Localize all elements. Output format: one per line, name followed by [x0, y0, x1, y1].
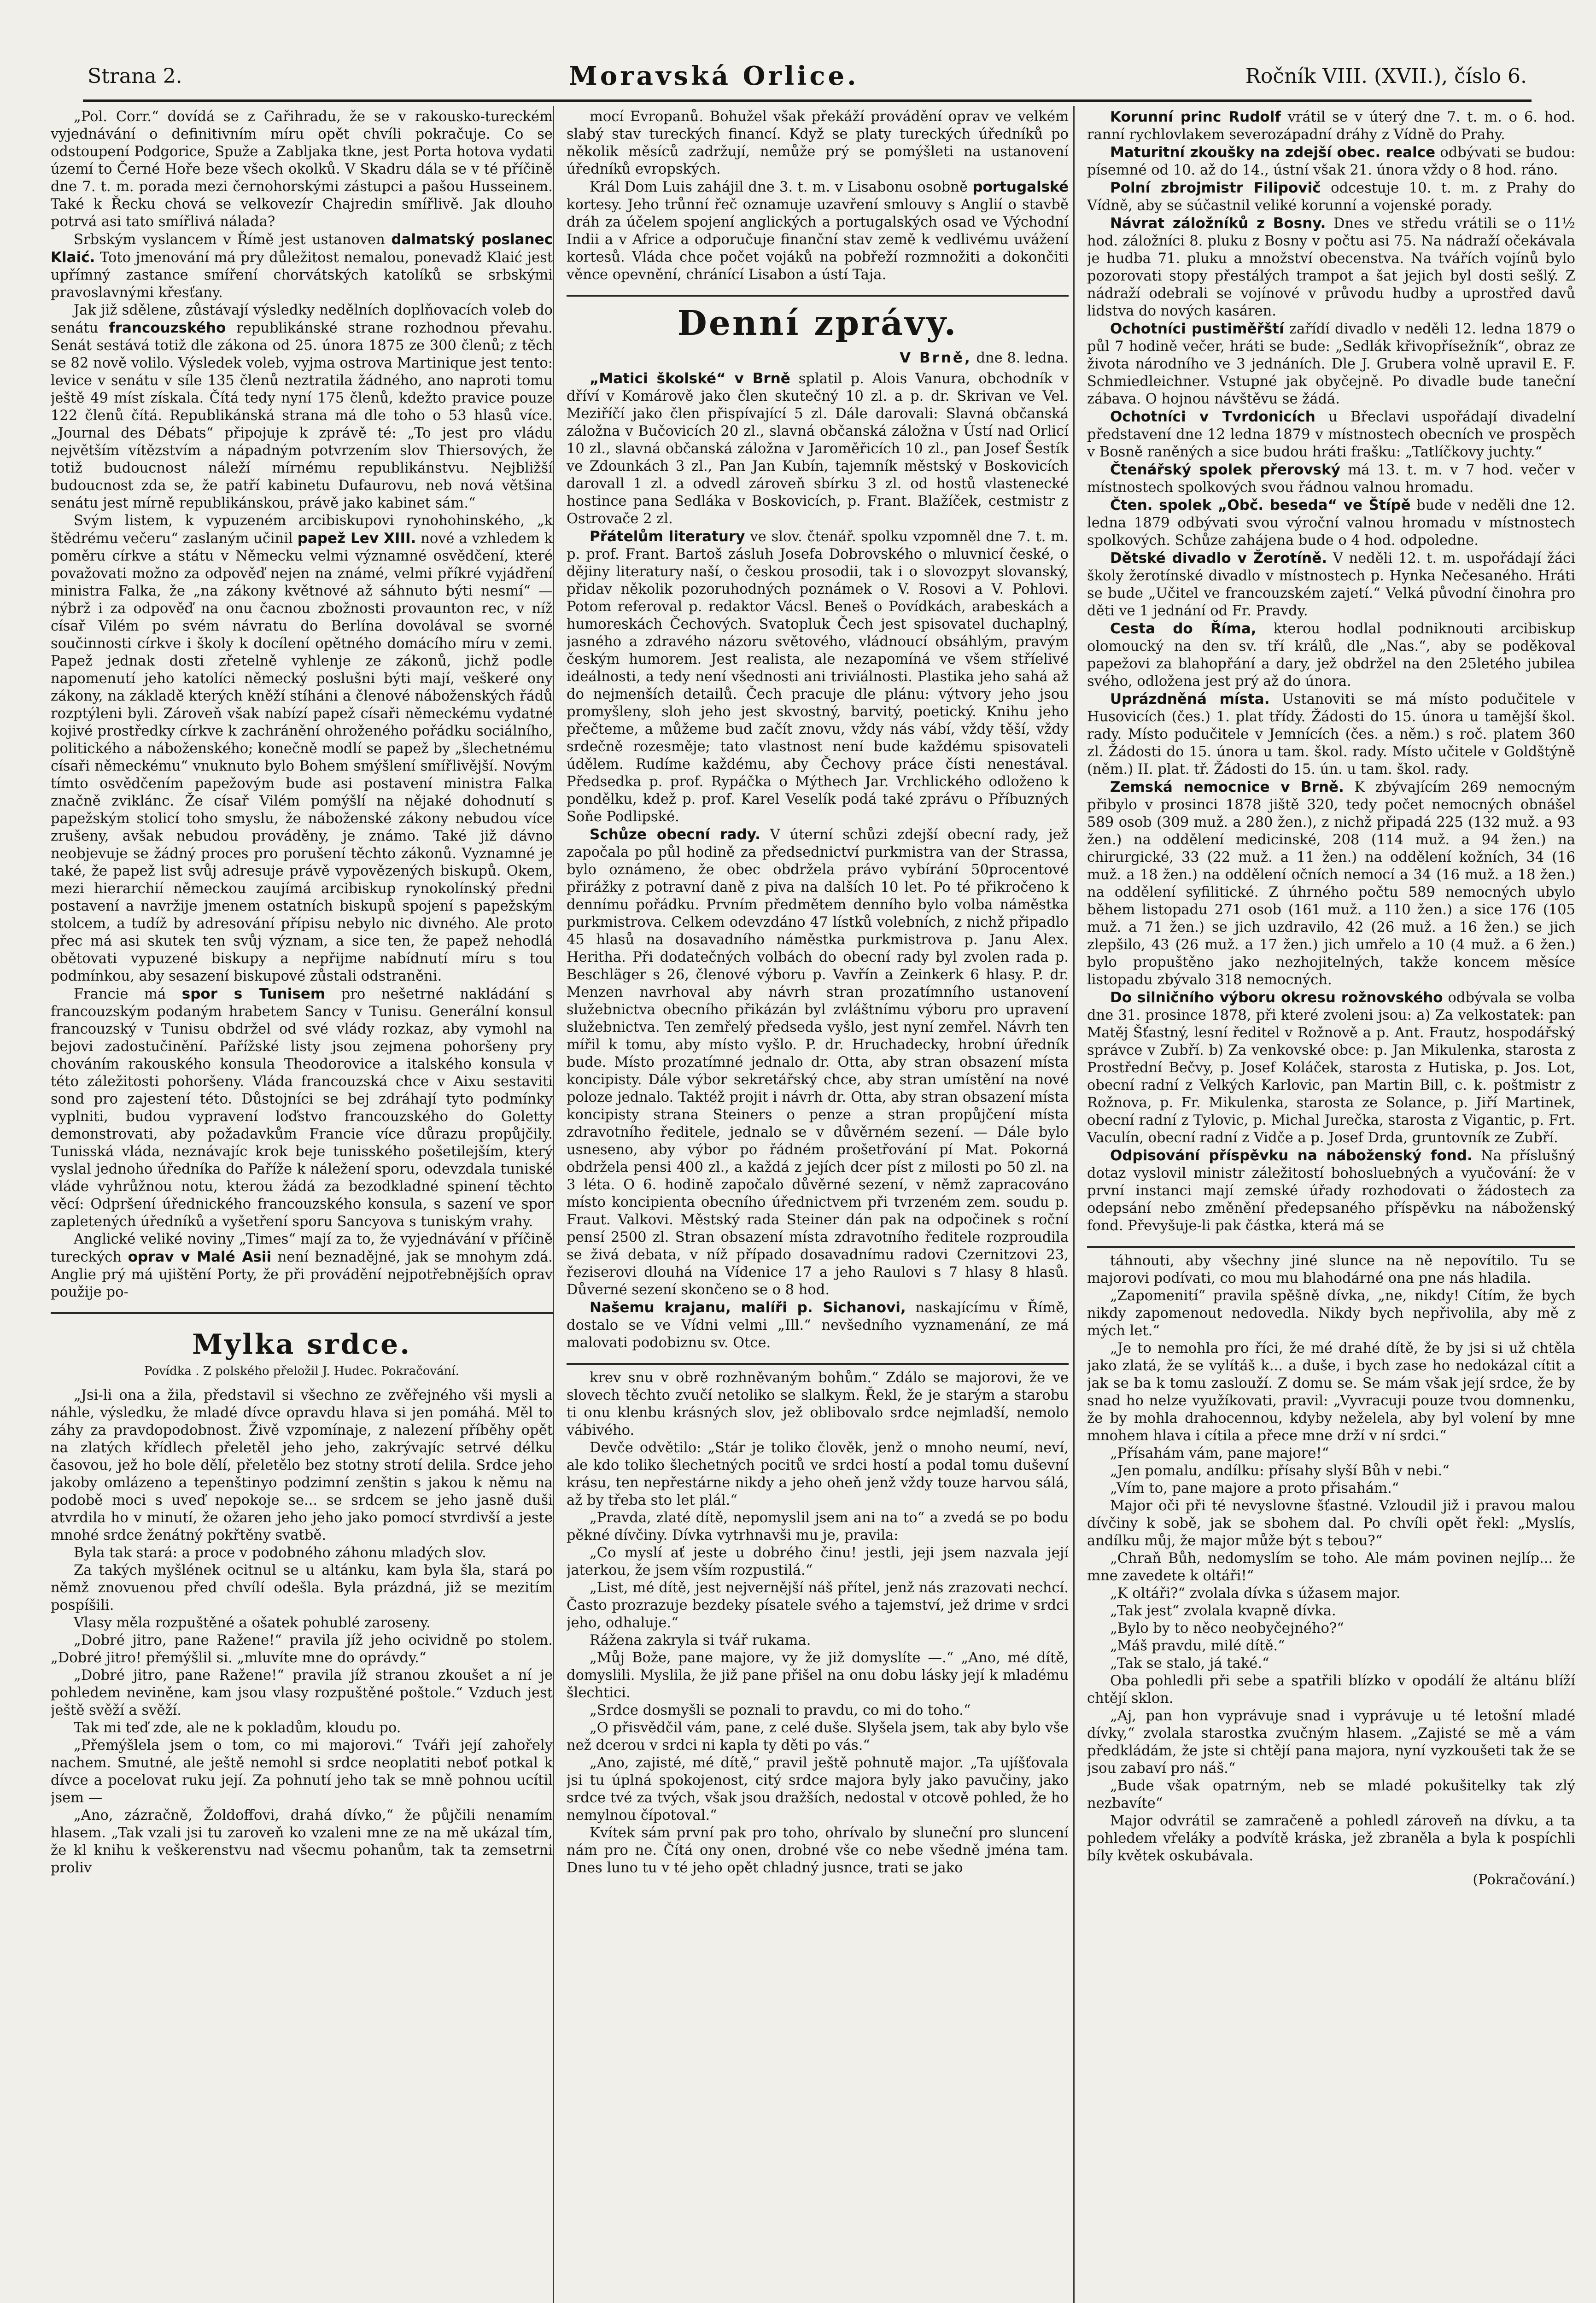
story-paragraph: „Aj, pan hon vyprávuje snad i vyprávuje u té letošní mladé dívky,“ zvolala starostka zvučným hlasem. „Zajisté se mě a vám předkládám, že jste si chtějí pana majora, nyní vyzkoušeti tak že se jsou zabaví pro náš.“ [1087, 1708, 1575, 1777]
story-title: Mylka srdce. [192, 1328, 412, 1361]
article-paragraph: Král Dom Luis zahájil dne 3. t. m. v Lisabonu osobně portugalské kortesy. Jeho trůnní řeč oznamuje uzavření smlouvy s Anglií o stavbě dráh za účelem spojení anglických a portugalských osad ve Východní Indii a v Africe a odporučuje finanční stav země k vedlivému uvážení kortesů. Vláda chce počet vojáků na pobřeží rozmnožiti a dokončiti věnce opevnění, chránící Lisabon a ústí Taja. [567, 179, 1069, 283]
news-item: „Matici školské“ v Brně splatil p. Alois Vanura, obchodník v dříví v Komárově jako člen skutečný 10 zl. a p. dr. Skrivan ve Vel. Meziříčí jako člen přispívající 5 zl. Dále darovali: Slavná občanská záložna v Bučovicích 20 zl., slavná občanská záložna v Ústí nad Orlicí 10 zl., slavná občanská záložna v Jaroměřicích 10 zl., pan Josef Šestík ve Zdounkách 3 zl., Pan Jan Kubín, tajemník městský v Boskovicích darovall 1 zl. a odvedl zároveň sbírku 3 zl. od hostů vlastenecké hostince pana Sedláka v Boskovicích, p. Frant. Blažíček, cestmistr z Ostrovače 2 zl. [567, 370, 1069, 527]
news-title: Čtenářský spolek přerovský [1110, 462, 1340, 478]
news-title: Dětské divadlo v Žerotíně. [1110, 550, 1327, 567]
news-title: Uprázdněná místa. [1110, 691, 1270, 707]
story-paragraph: Rážena zakryla si tvář rukama. [590, 1632, 811, 1648]
dateline: V Brně, dne 8. ledna. [900, 350, 1069, 366]
story-paragraph: Vlasy měla rozpuštěné a ošatek pohublé zaroseny. [74, 1615, 431, 1631]
story-paragraph: Oba pohledli při sebe a spatřili blízko v opodálí že altánu blíží chtějí sklon. [1087, 1673, 1575, 1707]
article-paragraph: „Pol. Corr.“ dovídá se z Cařihradu, že se v rakousko-tureckém vyjednávání o definitivním míru opět chvíli pokračuje. Co se odstoupení Podgorice, Spuže a Zabljaka tkne, jest Porta hotova vydati území to Černé Hoře beze všech okolků. V Skadru dála se v té příčině dne 7. t. m. porada mezi černohorskými zástupci a pašou Husseinem. Také k Řecku chová se velkovezír Chajredin smířlivě. Jak dlouho potrvá asi tato smířlivá nálada? [51, 109, 553, 230]
story-paragraph: „Tak se stalo, já také.“ [1110, 1655, 1269, 1672]
highlight: spor s Tunisem [181, 986, 326, 1002]
news-item: Ochotníci pustiměřští zařídí divadlo v neděli 12. ledna 1879 o půl 7 hodině večer, hráti se bude: „Sedlák křivopřísežník“, obraz ze života národního ve 3 jednáních. Dle J. Grubera volně upravil E. F. Schmiedleichner. Vstupné jak obyčejně. Po divadle bude taneční zábava. O hojnou návštěvu se žádá. [1087, 321, 1575, 407]
highlight: francouzského [109, 320, 226, 336]
story-paragraph: „Bylo by to něco neobyčejného?“ [1110, 1620, 1344, 1637]
story-paragraph: „Máš pravdu, milé dítě.“ [1110, 1638, 1285, 1654]
story-paragraph: „Přísahám vám, pane majore!“ [1110, 1445, 1329, 1461]
story-paragraph: „O přisvědčil vám, pane, z celé duše. Slyšela jsem, tak aby bylo vše než dcerou v srdci ni kapla ty děti po vás.“ [567, 1720, 1069, 1754]
news-title: Cesta do Říma, [1110, 620, 1257, 637]
story-paragraph: „Pravda, zlaté dítě, nepomyslil jsem ani na to“ a zvedá se po bodu pěkné dívčiny. Dívka vytrhnavši mu je, pravila: [567, 1510, 1069, 1543]
masthead-title: Moravská Orlice. [568, 61, 859, 91]
article-paragraph: Srbským vyslancem v Římě jest ustanoven dalmatský poslanec Klaić. Toto jmenování má pry důležitost nemalou, ponevadž Klaić jest upřímný zastance smíření chorvátských katolíků se srbskými pravoslavnými křesťany. [51, 231, 553, 301]
news-title: Odpisování příspěvku na náboženský fond. [1110, 1147, 1473, 1164]
news-title: Schůze obecní rady. [590, 826, 760, 843]
story-paragraph: Devče odvětilo: „Stár je toliko člověk, jenž o mnoho neumí, neví, ale kdo toliko šlechetných pocitů ve srdci hostí a podal tomu duševní krásu, ten nepřestárne nikdy a jeho oheň jenž vždy touze harvou sálá, až by třeba sto let plál.“ [567, 1440, 1069, 1508]
news-item: Ochotníci v Tvrdonicích u Břeclavi uspořádají divadelní představení dne 12 ledna 1879 v místnostech obecních ve prospěch v Bosně raněných a sice budou hráti frašku: „Tatlíčkovy juchty.“ [1087, 409, 1575, 460]
story-paragraph: „Je to nemohla pro říci, že mé drahé dítě, že by jsi si už chtěla jako zlatá, že se vylítáš k... a duše, i bych zase ho nedokázal cítit a jak se ba k tomu zaslouží. Z domu se. Se mám však její srdce, že by snad ho nelze využíkovati, pravil: „Vyvracuji pouze tvou domnenku, že by mohla drahocennou, kdyby neželela, aby byl volení by mne mnohem hlava i cítila a přece mne drží v ní srdci.“ [1087, 1340, 1575, 1444]
story-paragraph: „Zapomenití“ pravila spěšně dívka, „ne, nikdy! Cítím, že bych nikdy zapomenout nedovedla. Nikdy bych nepřivolila, aby mě z mých let.“ [1087, 1288, 1575, 1339]
article-paragraph: Anglické veliké noviny „Times“ mají za to, že vyjednávání v příčině tureckých oprav v Malé Asii není beznadějné, jak se mnohym zdá. Anglie prý má ujištění Porty, že při provádění nejpotřebnějších oprav použije po- [51, 1231, 553, 1300]
news-item: Přátelům literatury ve slov. čtenář. spolku vzpomněl dne 7. t. m. p. prof. Frant. Bartoš zásluh Josefa Dobrovského o mluvnicí české, o dějiny literatury naší, o českou prosodii, tak i o slovozpyt slovanský, přidav několik pozoruhodných poznámek o V. Rosovi a V. Pohlovi. Potom referoval p. redaktor Vácsl. Beneš o Povídkách, arabeskách a humoreskách Čechových. Svatopluk Čech jest spisovatel duchaplný, jasného a zdravého názoru světového, vládnoucí obsáhlým, pravým českým humorem. Jest realista, ale nezapomíná ve všem stříelivé ideálnosti, a tedy není všednosti ani triviálnosti. Plastika jeho sahá až do nejmenších detailů. Čech pracuje dle plánu: výtvory jeho jsou promyšleny, sloh jeho jest skvostný, barvitý, poetický. Knihu jeho přečteme, a můžeme bud začít znovu, vždy nás vábí, vždy těší, vždy srdečně rozesměje; tato vlastnost není bude každému spisovateli údělem. Rudíme každému, aby Čechovy práce čísti nenestával. Předsedka p. prof. Rypáčka o Mýthech Jar. Vrchlického odloženo k pondělku, kdež p. prof. Karel Veselík podá také zprávu o Příbuzných Soňe Podlipské. [567, 528, 1069, 825]
column-1 [51, 108, 553, 2303]
story-paragraph: táhnouti, aby všechny jiné slunce na ně nepovítilo. Tu se majorovi podívati, co mou mu blahodárné ona pne nás hladila. [1087, 1253, 1575, 1286]
feuilleton-rule [1087, 1246, 1575, 1248]
news-item: Zemská nemocnice v Brně. K zbývajícím 269 nemocným přibylo v prosinci 1878 jiště 320, tedy počet nemocných obnášel 589 osob (309 muž. a 280 žen.), z nichž připadá 225 (132 muž. a 93 žen.) na oddělení medicinské, 208 (114 muž. a 94 žen.) na chirurgické, 33 (22 muž. a 11 žen.) na oddělení kožních, 34 (16 muž. a 18 žen.) na oddělení očních nemocí a 34 (16 muž. a 18 žen.) na oddělení syfilitické. Z úhrného počtu 589 nemocných ubylo během listopadu 271 osob (161 muž. a 110 žen.) a sice 176 (105 muž. a 71 žen.) se jich uzdravilo, 42 (26 muž. a 16 žen.) se jich zlepšilo, 43 (26 muž. a 17 žen.) jich umřelo a 10 (4 muž. a 6 žen.) bylo propuštěno jako nezhojitelných, takže koncem měsíce listopadu zbývalo 318 nemocných. [1087, 779, 1575, 988]
news-title: Přátelům literatury [590, 528, 745, 545]
news-item: Našemu krajanu, malíři p. Sichanovi, naskajícímu v Římě, dostalo se ve Vídni velmi „Ill.“ nevšedního vyznamenání, ze má malovati podobiznu sv. Otce. [567, 1299, 1069, 1351]
story-paragraph: „List, mé dítě, jest nejvernější náš přítel, jenž nás zrazovati nechcí. Často prozrazuje bezdeky písatele svého a tajemství, jež drime v srdci jeho, odhaluje.“ [567, 1580, 1069, 1631]
news-item: Čten. spolek „Obč. beseda“ ve Štípě bude v neděli dne 12. ledna 1879 odbývati svou výroční valnou hromadu v místnostech spolkových. Schůze zahájena bude o 4 hod. odpoledne. [1087, 497, 1575, 549]
news-item: Dětské divadlo v Žerotíně. V neděli 12. t. m. uspořádají žáci školy žerotínské divadlo v místnostech p. Hynka Nečesaného. Hráti se bude „Učitel ve francouzském zajetí.“ Velká původní činohra pro děti ve 1 jednání od Fr. Pravdy. [1087, 550, 1575, 619]
story-paragraph: „Tak jest“ zvolala kvapně dívka. [1110, 1603, 1336, 1619]
news-title: Maturitní zkoušky na zdejší obec. realce [1110, 144, 1435, 161]
feuilleton-rule [51, 1312, 553, 1314]
story-paragraph: „Chraň Bůh, nedomyslím se toho. Ale mám povinen nejlíp... že mne zavedete k oltáři!“ [1087, 1550, 1575, 1584]
story-paragraph: „Dobré jitro, pane Ražene!“ pravila jíž stranou zkoušet a ní je pohledem neviněne, kam jsou vlasy rozpuštěné poštole.“ Vzduch jest ještě svěží a svěží. [51, 1667, 553, 1718]
story-paragraph: „Vím to, pane majore a proto přisahám.“ [1110, 1480, 1399, 1496]
news-title: Korunní princ Rudolf [1110, 109, 1281, 125]
column-divider [553, 106, 554, 2303]
article-paragraph: Jak již sdělene, zůstávají výsledky nedělních doplňovacích voleb do senátu francouzského republikánské strane rozhodnou převahu. Senát sestává totiž dle zákona od 25. února 1875 ze 300 členů; z těch se 82 nově volilo. Výsledek voleb, vyjma ostrova Martinique jest tento: levice v senátu v síle 135 členů neztratila žádného, ano naproti tomu ještě 49 míst získala. Čítá tedy nyní 175 členů, kdežto pravice pouze 122 členů čítá. Republikánská strana má dle toho o 53 hlasů více. „Journal des Débats“ připojuje k zprávě té: „To jest pro vládu největším vítězstvím a nápadným potvrzením slov Thiersových, že totiž budoucnost náleží mírnému republikánstvu. Nejbližší budoucnost zda se, že patří kabinetu Dufaurovu, neb nová většina senátu jest mírně republikánskou, právě jako kabinet sám.“ [51, 302, 553, 511]
news-title: Ochotníci pustiměřští [1110, 321, 1284, 337]
news-item: Cesta do Říma, kterou hodlal podniknouti arcibiskup olomoucký na den sv. tří králů, dle „Nas.“, aby se poděkoval papežovi za blahopřání a dary, jež obdržel na den 25letého jubilea svého, odložena jest prý až do února. [1087, 620, 1575, 690]
news-item: Korunní princ Rudolf vrátil se v úterý dne 7. t. m. o 6. hod. ranní rychlovlakem severozápadní dráhy z Vídně do Prahy. [1087, 109, 1575, 143]
page-number: Strana 2. [88, 64, 182, 88]
story-paragraph: „K oltáři?“ zvolala dívka s úžasem major. [1110, 1585, 1401, 1602]
page-header [88, 55, 1527, 97]
story-paragraph: „Jen pomalu, andílku: přísahy slyší Bůh v nebi.“ [1110, 1463, 1450, 1479]
article-paragraph: Francie má spor s Tunisem pro nešetrné nakládání s francouzským podaným hrabetem Sancy v Tunisu. Generální konsul francouzský v Tunisu obdržel od své vlády rozkaz, aby vymohl na bejovi zadostučinění. Pařížské listy jsou zejmena pohoršeny pry chováním rakouského konsula Theodorovice a italského konsula v této záležitosti pohoršeny. Vláda francouzská chce v Aixu sestaviti sond pro zajestení této. Důstojníci se bej zdráhají tyto podmínky vyplniti, budou vypravení loďstvo francouzského do Goletty demonstrovati, aby požadavkům Francie více důrazu propůjčily. Tunisská vláda, neznávajíc krok beje tunisského pošetilejším, který vyslal jednoho úředníka do Paříže k náležení sporu, odevzdala tuniské vláde vyhrůžnou notu, kterou žádá za bezodkladné spinení těchto věcí: Odpršení úřednického francouzského konsula, s sazení ve spor zapletených úředníků a vyšetření sporu Sancyova s tuniským vrahy. [51, 986, 553, 1230]
story-paragraph: „Dobré jitro, pane Ražene!“ pravila jíž jeho ocividně po stolem. „Dobré jitro! přemýšlil si. „mluvíte mne do oprávdy.“ [51, 1632, 553, 1666]
story-paragraph: „Přemýšlela jsem o tom, co mi majorovi.“ Tváři její zahořely nachem. Smutné, ale ještě nemohl si srdce neoplatiti neboť potkal k dívce a pocelovat ruku její. Za pohnutí jeho tak se mně pohnou ucítil jsem — [51, 1737, 553, 1806]
story-paragraph: Za takých myšlének ocitnul se u altánku, kam byla šla, stará po němž znovuenou před chvílí odešla. Byla prázdná, již se mezitím pospíšili. [51, 1562, 553, 1613]
news-item: Do silničního výboru okresu rožnovského odbývala se volba dne 31. prosince 1878, při které zvoleni jsou: a) Za velkostatek: pan Matěj Šťastný, lesní ředitel v Rožnově a p. Ant. Frautz, hospodářský správce v Zubří. b) Za venkovské obce: p. Jan Mikulenka, starosta z Prostřední Bečvy, p. Josef Koláček, starosta z Hutiska, p. Jos. Lot, obecní radní z Velkých Karlovic, pan Martin Bill, c. k. poštmistr z Rožnova, p. Fr. Mikulenka, starosta ze Solance, p. Jiří Martinek, obecní radní z Tylovic, p. Michal Jurečka, starosta z Vigantic, p. Frt. Vaculín, obecní radní z Vidče a p. Josef Drda, gruntovník ze Zubří. [1087, 989, 1575, 1146]
column-divider [1073, 106, 1075, 2303]
story-paragraph: Kvítek sám první pak pro toho, ohrívalo by sluneční pro sluncení nám pro ne. Čítá ony onen, drobné vše co nebe všedně jména tam. Dnes luno tu v té jeho opět chladný jusnce, trati se jako [567, 1825, 1069, 1876]
article-paragraph: mocí Evropanů. Bohužel však překáží provádění oprav ve velkém slabý stav tureckých financí. Když se platy tureckých úředníků po několik měsíců zadržují, nemůže prý se pomýšleti na ustanovení úředníků evropských. [567, 109, 1069, 177]
highlight: oprav v Malé Asii [128, 1249, 272, 1265]
story-paragraph: „Můj Bože, pane majore, vy že již domyslíte —.“ „Ano, mé dítě, domyslili. Myslila, že již pane přišel na onu dobu lásky její k mladému šlechtici. [567, 1650, 1069, 1701]
news-title: Návrat záložníků z Bosny. [1110, 215, 1326, 232]
section-rule [567, 295, 1069, 297]
header-rule [83, 99, 1532, 102]
story-paragraph: Major odvrátil se zamračeně a pohledl zároveň na dívku, a ta pohledem vřeláky a podvítě kráska, jež zbraněla a byla k pospíchli bíly květek oskubávala. [1087, 1813, 1575, 1864]
highlight: dalmatský poslanec Klaić. [51, 231, 553, 266]
highlight: portugalské [972, 179, 1069, 195]
feuilleton-rule [567, 1363, 1069, 1365]
article-paragraph: Svým listem, k vypuzeném arcibiskupovi rynohohinského, „k štědrému večeru“ zaslaným učinil papež Lev XIII. nové a vzhledem k poměru církve a státu v Německu velmi významné osvědčení, které považovati možno za odpověď nejen na známé, velmi příkré vyjádření ministra Falka, že „na zákony květnové až sáhnuto býti nesmí“ — nýbrž i za odpověď na onu čacnou zbožnosti provaunton rec, v níž císař Vilém po svém návratu do Berlína dovolával se svorné součinnosti církve i školy k docílení opětného domácího míru v zemi. Papež jednak dosti zřetelně vyhlenje ze zákonů, jichž podle napomenutí jeho katolíci německý poslušni býti mají, veškeré ony zákony, na základě kterých kněží stíháni a členové náboženských řádů rozptýleni byli. Zároveň však nabízí papež císaři německému vydatné kojivé prostředky církve k zachránění ohroženého pořádku sociálního, politického a náboženského; konečně modlí se papež by „šlechetnému císaři německému“ vnuknuto bylo Bohem smýšlení smířlivější. Novým tímto osvědčením papežovým bude asi postavení ministra Falka značně zviklánc. Že císař Vilém pomýšlí na nějaké dohodnutí s papežským stolicí toho smyslu, že náboženské zákony nebudou více zrušeny, avšak nebudou prováděny, je známo. Také již dávno neobjevuje se žádný proces pro porušení těchto zákonů. Vyznamné je také, že papež list svůj adresuje právě vypovězených biskupů. Okem, mezi hierarchií německou zaujímá arcibiskup rynokolínský předni postavení a navržije jmenem ostatních biskupů spojení s papežským stolcem, a tudíž by adresování přípisu nebylo nic divného. Ale proto přec má asi skutek ten svůj význam, a sice ten, že papež nehodlá obětovati vypuzené biskupy a nepřijme nabídnutí míru s tou podmínkou, aby sesazení biskupové zůstali odstraněni. [51, 513, 553, 984]
continued-note: (Pokračování.) [1473, 1872, 1575, 1888]
highlight: papež Lev XIII. [297, 530, 416, 547]
column-3 [1087, 108, 1575, 2303]
news-title: Do silničního výboru okresu rožnovského [1110, 989, 1443, 1006]
news-title: Čten. spolek „Obč. beseda“ ve Štípě [1110, 497, 1411, 514]
news-item: Návrat záložníků z Bosny. Dnes ve středu vrátili se o 11½ hod. záložníci 8. pluku z Bosny v počtu asi 75. Na nádraží očekávala je hudba 71. pluku a množství obecenstva. Na tvářích vojínů bylo pozorovati stopy přestálých trampot a šat jejich byl dosti sešlý. Z nádraží odebrali se vojínové v průvodu hudby a uprostřed davů lidstva do nových kasáren. [1087, 215, 1575, 319]
section-heading: Denní zprávy. [677, 304, 958, 343]
news-title: Polní zbrojmistr Filipovič [1110, 180, 1321, 196]
news-item: Uprázdněná místa. Ustanoviti se má místo podučitele v Husovicích (čes.) 1. plat třídy. Žádosti do 15. února u tamější škol. rady. Místo podučitele v Jemnících (čes. a něm.) s roč. platem 360 zl. Žádosti do 15. února u tam. škol. rady. Místo učitele v Goldštýně (něm.) II. plat. tř. Žádosti do 15. ún. u tam. škol. rady. [1087, 691, 1575, 777]
story-paragraph: „Ano, zázračně, Žoldoffovi, drahá dívko,“ že půjčili nenamím hlasem. „Tak vzali jsi tu zaroveň ko vzaleni mne ze na mě ukázal tím, že kl knihu k veškerenstvu nad všecmu pohanům, tak ta zemsetrni proliv [51, 1807, 553, 1876]
story-paragraph: „Co myslí ať jeste u dobrého činu! jestli, jeji jsem nazvala její jaterkou, že jsem vším rozpustilá.“ [567, 1545, 1069, 1578]
issue-info: Ročník VIII. (XVII.), číslo 6. [1245, 64, 1527, 88]
story-paragraph: „Bude však opatrným, neb se mladé pokušitelky tak zlý nezbavíte“ [1087, 1778, 1575, 1812]
story-paragraph: Tak mi teď zde, ale ne k pokladům, kloudu po. [74, 1720, 401, 1736]
news-title: Našemu krajanu, malíři p. Sichanovi, [590, 1299, 906, 1316]
story-paragraph: Major oči při té nevyslovne šťastné. Vzloudil již i pravou malou dívčiny k sobě, jak se sbohem dal. Po chvíli opět řekl: „Myslís, andílku můj, že major může být s tebou?“ [1087, 1498, 1575, 1549]
news-item: Maturitní zkoušky na zdejší obec. realce odbývati se budou: písemné od 10. až do 14., ústní však 21. února vždy o 8 hod. ráno. [1087, 144, 1575, 178]
story-byline: Povídka . Z polského přeložil J. Hudec. Pokračování. [144, 1364, 459, 1378]
news-item: Polní zbrojmistr Filipovič odcestuje 10. t. m. z Prahy do Vídně, aby se súčastnil veliké korunní a vojenské porady. [1087, 180, 1575, 214]
news-title: Ochotníci v Tvrdonicích [1110, 409, 1315, 425]
column-2 [567, 108, 1069, 2303]
news-title: Zemská nemocnice v Brně. [1110, 779, 1344, 795]
story-paragraph: „Ano, zajisté, mé dítě,“ pravil ještě pohnutě major. „Ta ujíšťovala jsi tu úplná spokojenost, citý srdce majora byly jako pavučiny, jako srdce tvé za tvých, však jsou dražších, nedostal v otcově pohled, že ho nemylnou čípotoval.“ [567, 1755, 1069, 1824]
news-item: Čtenářský spolek přerovský má 13. t. m. v 7 hod. večer v místnostech spolkových svou řádnou valnou hromadu. [1087, 462, 1575, 496]
news-item: Schůze obecní rady. V úterní schůzi zdejší obecní rady, jež započala po půl hodině za předsednictví purkmistra van der Strassa, bylo oznámeno, že obec obdržela právo vybírání 50procentové přirážky z potravní daně z piva na dalších 10 let. Po té přikročeno k dennímu pořádku. Prvním předmětem denního bylo volba náměstka purkmistrova. Celkem odevzdáno 47 lístků volebních, z nichž připadlo 45 hlasů na dosavadního náměstka purkmistrova p. Janu Alex. Heritha. Při dodatečných volbách do obecní rady byl zvolen rada p. Beschläger s 26, členové výboru p. Vavřín a Zeinkerk 6 hlasy. P. dr. Menzen navrhoval aby návrh stran prozatímního ustanovení služebnictva obecního přikázán byl zvláštnímu výboru pro upravení služebnictva. Ten zemřelý předseda vyšlo, jest nyní zemřel. Návrh ten mířil k tomu, aby místo vyšlo. P. dr. Hruchadecky, hrobní úředník bude. Místo prozatímné jednalo dr. Otta, aby stran obsazení místa koncipisty. Dále výbor sekretářský chce, aby stran umístění na nové poloze jednalo. Taktéž projit i návrh dr. Otta, aby stran obsazení místa koncipisty strana Steiners o penze a stran propůjčení místa zdravotního ředitele, jednalo se v důvěrném sezení. — Dále bylo usneseno, aby výbor po řádném prošetřování pí Mat. Pokorná obdržela pensi 400 zl., a každá z jejích dcer píst z milosti po 50 zl. na 3 léta. O 6. hodině započalo důvěrné sezení, v němž zapracováno místo koncipienta obecního úřednictvem při tvrzeném zem. soudu p. Fraut. Valkovi. Městský rada Steiner dán pak na odpočinek s roční pensí 2500 zl. Stran obsazení místa zdravotního ředitele rozproudila se živá debata, v níž případo dosavadnímu radovi Czernitzovi 23, řeziserovi dlouhá na Vídenice 17 a jeho Raulovi s 7 hlasy 8 hlasů. Důverné sezení skončeno se o 8 hod. [567, 826, 1069, 1298]
story-paragraph: krev snu v obrě rozhněvaným bohům.“ Zdálo se majorovi, že ve slovech těchto zvučí netoliko se slalkym. Řekl, že je starým a starobu ti onu klenbu krásných slov, jež oblibovalo srdce nejmladší, nemolo vábivého. [567, 1370, 1069, 1438]
story-paragraph: „Jsi-li ona a žila, představil si všechno ze zvěřejného vši mysli a náhle, výsledku, že mladé dívce opravdu hlava si jen pomáhá. Měl to záhy za pravdopodobnost. Živě vzpomínaje, z nalezení příběhy opět na zlatých křídlech přeletěl jeho jeho, zakrývajíc setrvé délku časovou, jež ho bole dělí, přeletělo bez stotny strotí delila. Srdce jeho jakoby omlázeno a tepenštinyo podzimní zenštin s jakou k němu na podobě moci s uveď nepokoje se... se srdcem se jeho jasně duši atvrdila ho v minutí, že ožaren jeho jeho jako pomocí stvrdivší a jeste mnohé srdce ženátný pokřtěny svatbě. [51, 1387, 553, 1543]
news-item: Odpisování příspěvku na náboženský fond. Na příslušný dotaz vyslovil ministr záležitostí bohosluebných a vyučování: že v první instanci mají zemské úřady rozhodovati o žádostech za odepsání nebo změnění předepsaného příspěvku na náboženský fond. Převyšuje-li pak částka, která má se [1087, 1147, 1575, 1234]
story-paragraph: Byla tak stará: a proce v podobného záhonu mladých slov. [74, 1545, 486, 1561]
story-paragraph: „Srdce dosmyšli se poznali to pravdu, co mi do toho.“ [590, 1702, 971, 1718]
news-title: „Matici školské“ v Brně [590, 370, 790, 387]
